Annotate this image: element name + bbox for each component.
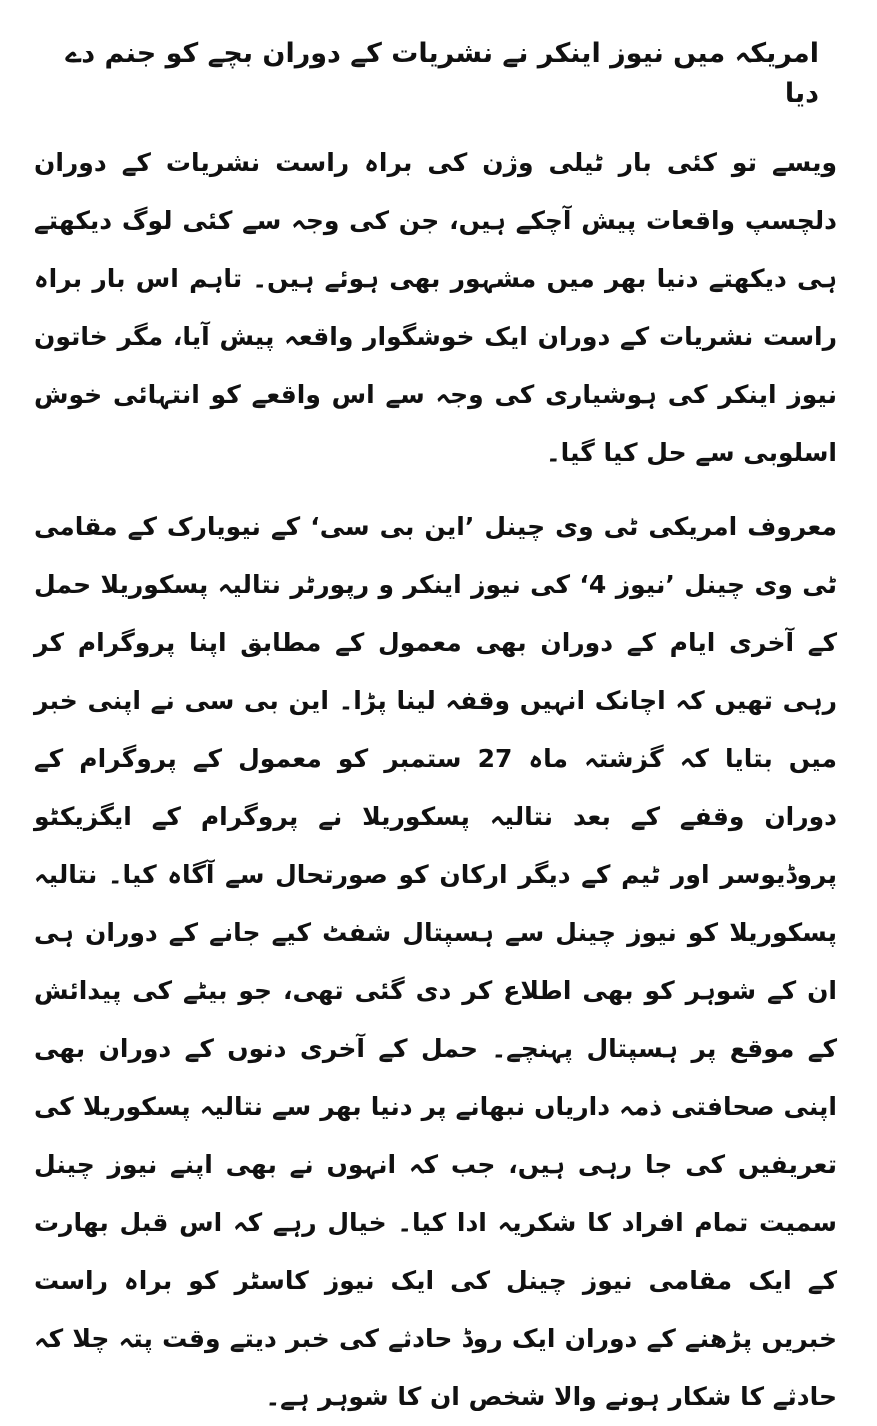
article-paragraph-2: معروف امریکی ٹی وی چینل ’این بی سی‘ کے نیویارک کے مقامی ٹی وی چینل ’نیوز 4‘ کی نیوز اینکر و رپورٹر نتالیہ پسکوریلا حمل کے آخری ایام کے دوران بھی معمول کے مطابق اپنا پروگرام کر رہی تھیں کہ اچانک انہیں وقفہ لینا پڑا۔ این بی سی نے اپنی خبر میں بتایا کہ گزشتہ ماہ 27 ستمبر کو معمول کے پروگرام کے دوران وقفے کے بعد نتالیہ پسکوریلا نے پروگرام کے ایگزیکٹو پروڈیوسر اور ٹیم کے دیگر ارکان کو صورتحال سے آگاہ کیا۔ نتالیہ پسکوریلا کو نیوز چینل سے ہسپتال شفٹ کیے جانے کے دوران ہی ان کے شوہر کو بھی اطلاع کر دی گئی تھی، جو بیٹے کی پیدائش کے موقع پر ہسپتال پہنچے۔ حمل کے آخری دنوں کے دوران بھی اپنی صحافتی ذمہ داریاں نبھانے پر دنیا بھر سے نتالیہ پسکوریلا کی تعریفیں کی جا رہی ہیں، جب کہ انہوں نے بھی اپنے نیوز چینل سمیت تمام افراد کا شکریہ ادا کیا۔ خیال رہے کہ اس قبل بھارت کے ایک مقامی نیوز چینل کی ایک نیوز کاسٹر کو براہ راست خبریں پڑھنے کے دوران ایک روڈ حادثے کی خبر دیتے وقت پتہ چلا کہ حادثے کا شکار ہونے والا شخص ان کا شوہر ہے۔ [34, 512, 837, 1411]
article-title: امریکہ میں نیوز اینکر نے نشریات کے دوران بچے کو جنم دے دیا [65, 38, 819, 109]
article-paragraph-1: ویسے تو کئی بار ٹیلی وژن کی براہ راست نشریات کے دوران دلچسپ واقعات پیش آچکے ہیں، جن کی وجہ سے کئی لوگ دیکھتے ہی دیکھتے دنیا بھر میں مشہور بھی ہوئے ہیں۔ تاہم اس بار براہ راست نشریات کے دوران ایک خوشگوار واقعہ پیش آیا، مگر خاتون نیوز اینکر کی ہوشیاری کی وجہ سے اس واقعے کو انتہائی خوش اسلوبی سے حل کیا گیا۔ [34, 148, 837, 467]
